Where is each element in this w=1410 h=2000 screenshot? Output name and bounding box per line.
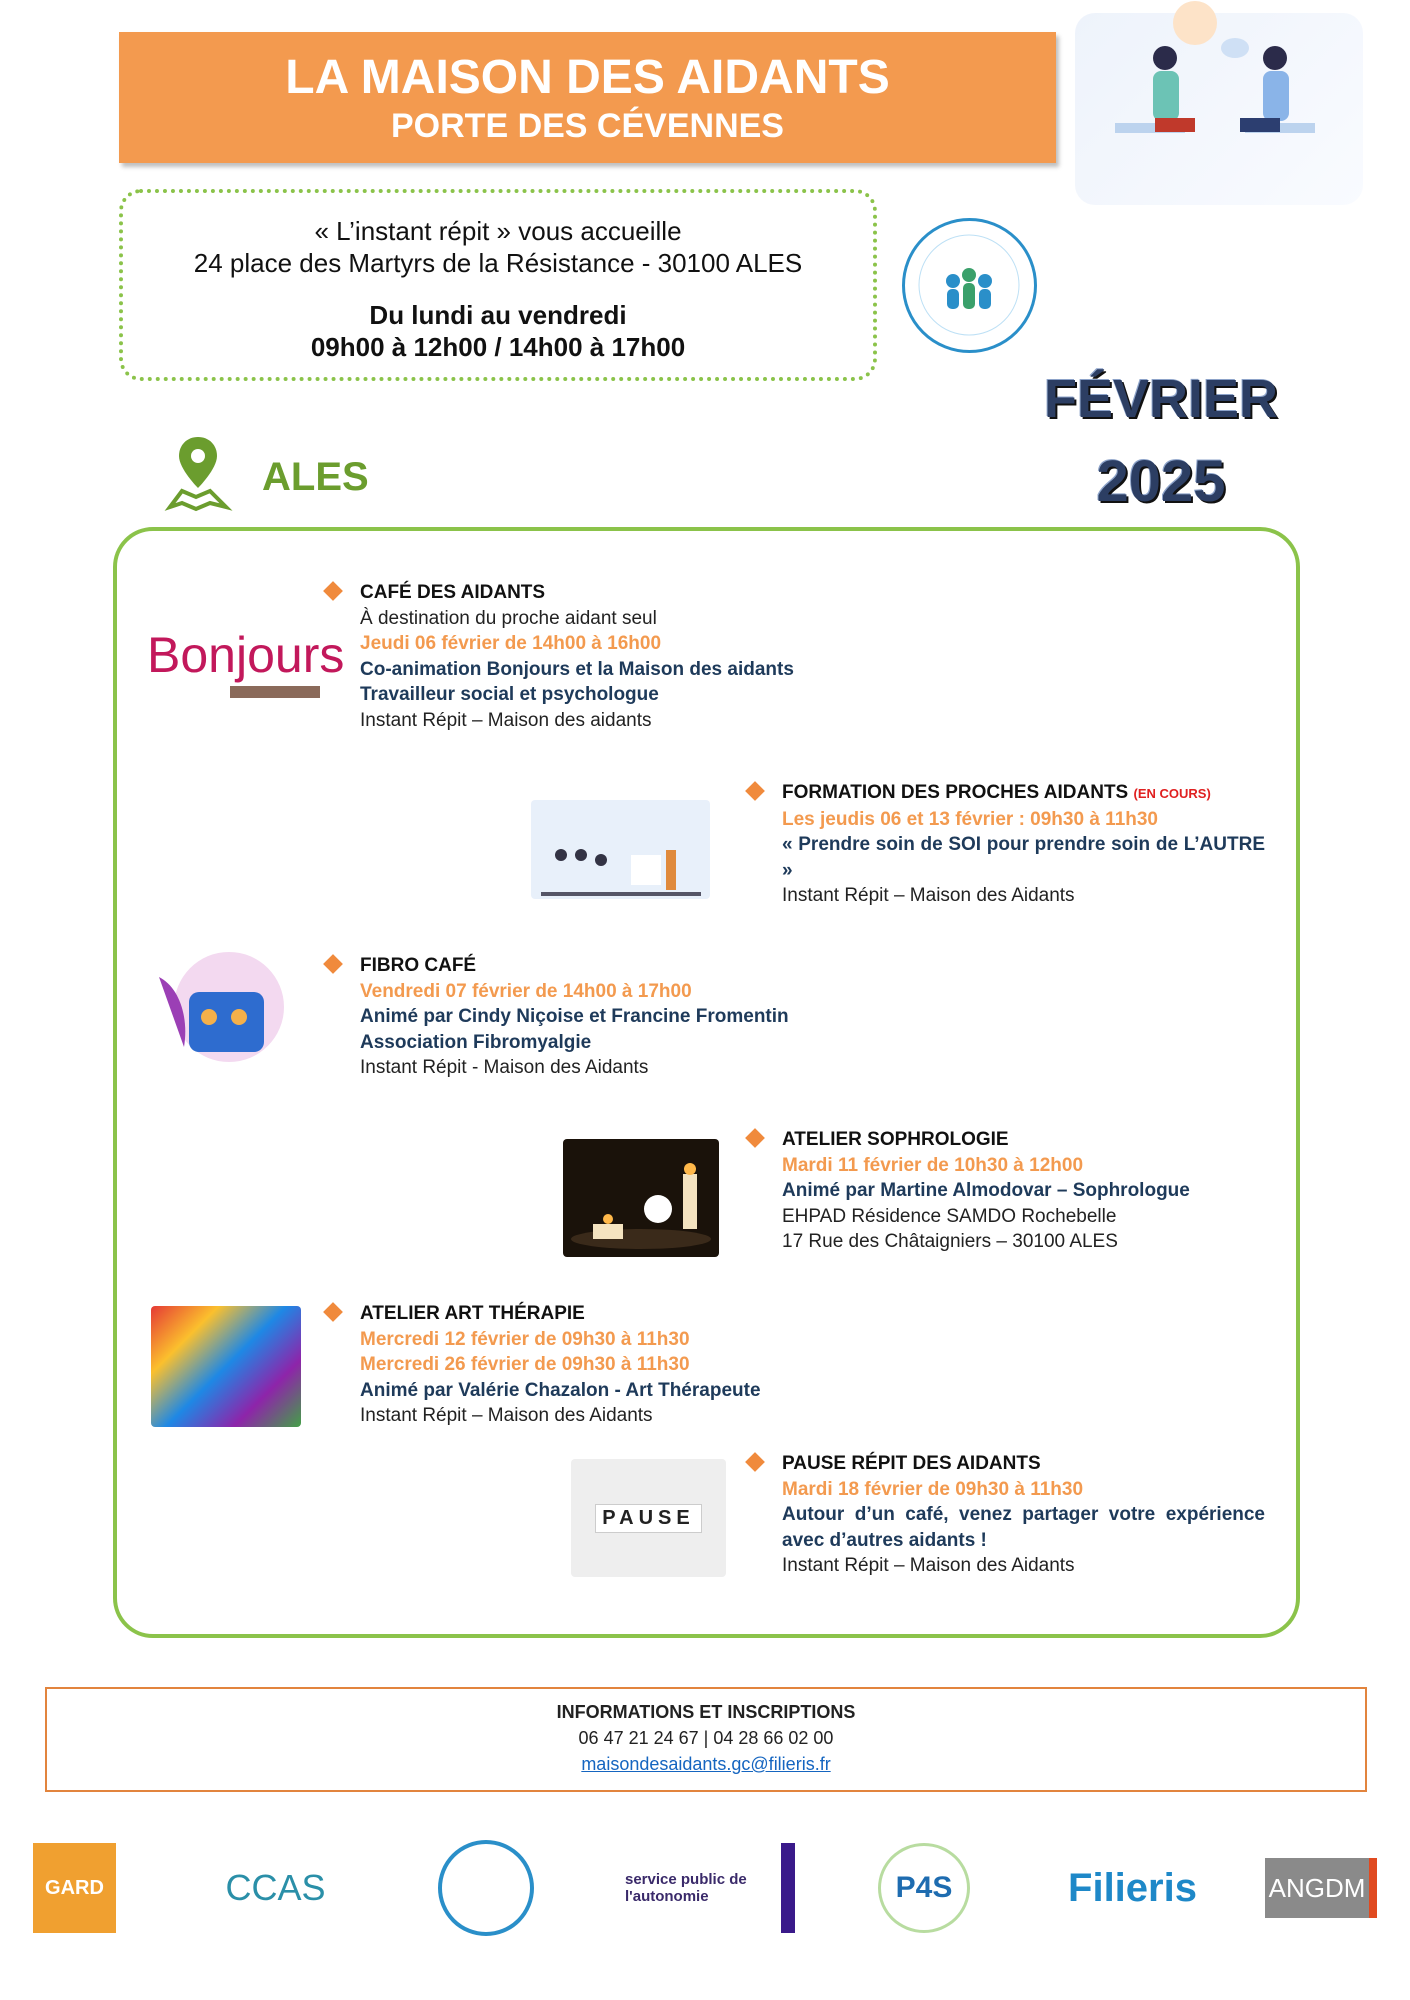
event-line: Mercredi 26 février de 09h30 à 11h30	[360, 1354, 690, 1376]
event-title-text: FORMATION DES PROCHES AIDANTS	[782, 782, 1129, 803]
contact-email-link[interactable]: maisondesaidants.gc@filieris.fr	[581, 1754, 831, 1774]
map-pin-icon	[166, 435, 230, 512]
event-item	[360, 580, 794, 734]
contact-box	[45, 1687, 1367, 1792]
event-line: À destination du proche aidant seul	[360, 607, 657, 629]
sophrology-photo	[563, 1139, 719, 1257]
partner-logo-ccas: CCAS	[225, 1867, 326, 1908]
pause-photo	[571, 1459, 726, 1577]
event-item	[360, 953, 789, 1081]
event-title	[782, 1127, 1265, 1153]
opening-hours: 09h00 à 12h00 / 14h00 à 17h00	[310, 332, 686, 362]
address: 24 place des Martyrs de la Résistance - 30100 ALES	[193, 248, 803, 278]
event-title	[782, 780, 1265, 807]
status-badge: (EN COURS)	[1133, 786, 1211, 801]
contact-title: INFORMATIONS ET INSCRIPTIONS	[556, 1702, 856, 1722]
month: FÉVRIER	[1043, 369, 1279, 429]
title-banner	[119, 32, 1056, 163]
event-line: Instant Répit - Maison des Aidants	[360, 1057, 649, 1079]
event-line: Instant Répit – Maison des aidants	[360, 709, 652, 731]
event-line: Mardi 18 février de 09h30 à 11h30	[782, 1478, 1084, 1500]
event-item	[782, 1451, 1265, 1579]
event-line: Mercredi 12 février de 09h30 à 11h30	[360, 1328, 690, 1350]
event-line: Vendredi 07 février de 14h00 à 17h00	[360, 980, 692, 1002]
event-line: Jeudi 06 février de 14h00 à 16h00	[360, 633, 662, 655]
year: 2025	[1096, 449, 1226, 514]
event-title-text: ATELIER ART THÉRAPIE	[360, 1303, 585, 1324]
event-title-text: FIBRO CAFÉ	[360, 955, 477, 976]
bonjours-logo-text: Bonjours	[147, 627, 345, 683]
event-line: 17 Rue des Châtaigniers – 30100 ALES	[782, 1231, 1118, 1253]
event-line: Les jeudis 06 et 13 février : 09h30 à 11h30	[782, 808, 1159, 830]
event-line: Instant Répit – Maison des Aidants	[782, 1555, 1075, 1577]
event-line: Co-animation Bonjours et la Maison des aidants	[360, 658, 794, 680]
event-line: Instant Répit – Maison des Aidants	[360, 1405, 653, 1427]
event-title	[360, 580, 794, 606]
partner-logo-filieris: Filieris	[1068, 1865, 1197, 1910]
partner-logo-service-public-autonomie: service public de l'autonomie	[625, 1843, 795, 1933]
event-title	[360, 1301, 761, 1327]
event-line: Animé par Cindy Niçoise et Francine Fromentin	[360, 1006, 789, 1028]
event-item	[782, 1127, 1265, 1255]
event-item	[782, 780, 1265, 909]
event-title-text: ATELIER SOPHROLOGIE	[782, 1129, 1009, 1150]
fibro-cafe-illustration	[154, 947, 284, 1078]
event-item	[360, 1301, 761, 1429]
event-line: Instant Répit – Maison des Aidants	[782, 885, 1075, 907]
partner-logo-angdm: ANGDM	[1265, 1858, 1377, 1918]
title: LA MAISON DES AIDANTS	[285, 51, 890, 104]
opening-days: Du lundi au vendredi	[369, 300, 627, 330]
opening-info-box	[119, 189, 877, 381]
event-line: « Prendre soin de SOI pour prendre soin de L’AUTRE »	[782, 834, 1265, 881]
event-line: EHPAD Résidence SAMDO Rochebelle	[782, 1205, 1117, 1227]
partner-logo-gard: GARD	[33, 1843, 116, 1933]
bonjours-logo	[147, 627, 345, 698]
event-line: Autour d’un café, venez partager votre expérience avec d’autres aidants !	[782, 1504, 1265, 1551]
training-illustration	[531, 800, 710, 899]
location-label: ALES	[262, 455, 369, 499]
event-line: Travailleur social et psychologue	[360, 684, 659, 706]
event-line: Animé par Valérie Chazalon - Art Thérapeute	[360, 1379, 761, 1401]
partner-logo-circle	[437, 1843, 535, 1933]
subtitle: PORTE DES CÉVENNES	[391, 107, 784, 145]
welcome-text: « L’instant répit » vous accueille	[314, 216, 682, 246]
art-therapy-photo	[151, 1306, 301, 1427]
event-title	[782, 1451, 1265, 1477]
illustration-caregivers	[1075, 13, 1363, 205]
event-line: Association Fibromyalgie	[360, 1031, 592, 1053]
event-title	[360, 953, 789, 979]
maison-des-aidants-logo	[902, 218, 1037, 353]
event-title-text: PAUSE RÉPIT DES AIDANTS	[782, 1453, 1041, 1474]
partner-logo-p4s: P4S	[878, 1843, 970, 1933]
event-line: Mardi 11 février de 10h30 à 12h00	[782, 1154, 1084, 1176]
pause-photo-text: PAUSE	[595, 1504, 701, 1533]
contact-phones: 06 47 21 24 67 | 04 28 66 02 00	[578, 1728, 834, 1748]
event-line: Animé par Martine Almodovar – Sophrologue	[782, 1180, 1190, 1202]
event-title-text: CAFÉ DES AIDANTS	[360, 582, 546, 603]
